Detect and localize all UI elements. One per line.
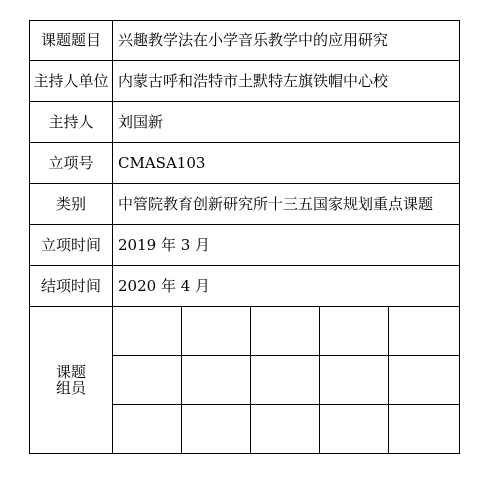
member-cell <box>113 405 182 454</box>
value-end-date: 2020 年 4 月 <box>113 266 460 307</box>
row-category <box>30 184 460 225</box>
members-row-1 <box>30 307 460 356</box>
label-members <box>30 307 113 454</box>
label-host: 主持人 <box>30 102 113 143</box>
value-category: 中管院教育创新研究所十三五国家规划重点课题 <box>113 184 460 225</box>
member-cell <box>251 356 320 405</box>
value-start-date: 2019 年 3 月 <box>113 225 460 266</box>
member-cell <box>389 356 460 405</box>
member-cell <box>389 405 460 454</box>
member-cell <box>251 405 320 454</box>
member-cell <box>320 405 389 454</box>
member-cell <box>182 356 251 405</box>
row-end-date <box>30 266 460 307</box>
label-project-number: 立项号 <box>30 143 113 184</box>
label-members-line1: 课题 <box>55 362 86 381</box>
row-project-number <box>30 143 460 184</box>
member-cell <box>113 307 182 356</box>
label-start-date: 立项时间 <box>30 225 113 266</box>
row-host <box>30 102 460 143</box>
member-cell <box>251 307 320 356</box>
member-cell <box>182 405 251 454</box>
member-cell <box>389 307 460 356</box>
member-cell <box>320 307 389 356</box>
row-project-title <box>30 21 460 61</box>
value-project-title: 兴趣教学法在小学音乐教学中的应用研究 <box>113 21 460 61</box>
member-cell <box>113 356 182 405</box>
project-info-table <box>29 20 460 454</box>
member-cell <box>182 307 251 356</box>
label-project-title: 课题题目 <box>30 21 113 61</box>
member-cell <box>320 356 389 405</box>
value-host: 刘国新 <box>113 102 460 143</box>
row-start-date <box>30 225 460 266</box>
value-project-number: CMASA103 <box>113 143 460 184</box>
row-host-unit <box>30 61 460 102</box>
label-members-line2: 组员 <box>55 379 86 397</box>
label-category: 类别 <box>30 184 113 225</box>
label-end-date: 结项时间 <box>30 266 113 307</box>
label-host-unit: 主持人单位 <box>30 61 113 102</box>
value-host-unit: 内蒙古呼和浩特市土默特左旗铁帽中心校 <box>113 61 460 102</box>
